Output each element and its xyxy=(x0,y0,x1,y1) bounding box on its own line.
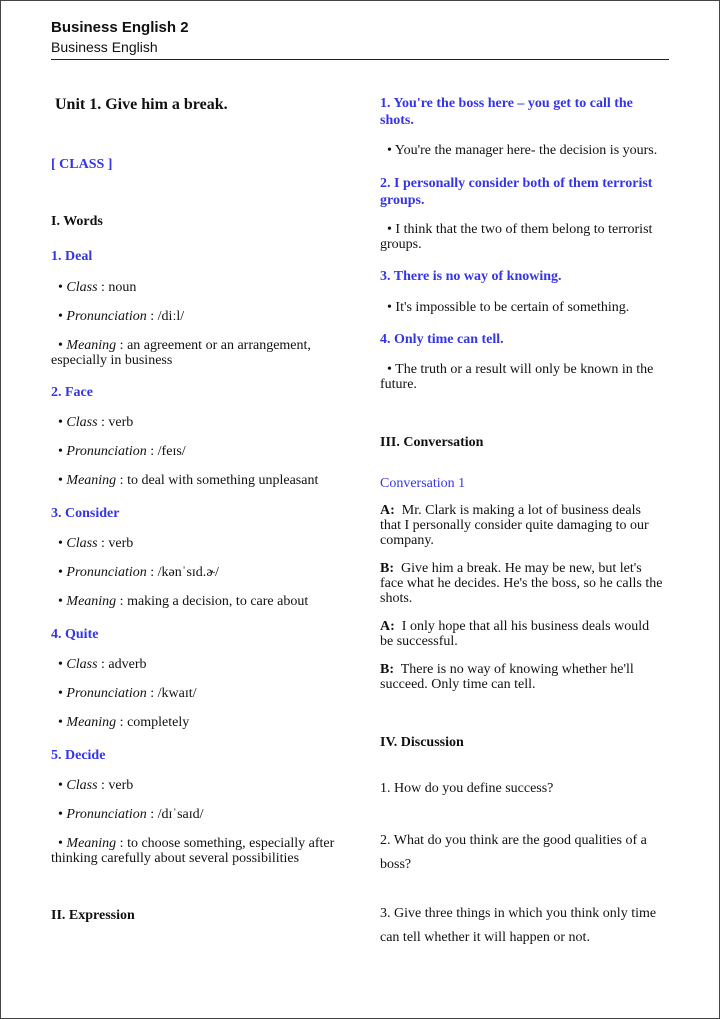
bullet: • xyxy=(58,715,63,730)
bullet: • xyxy=(58,836,63,851)
separator: : xyxy=(116,594,128,609)
expression-title: 1. You're the boss here – you get to call the shots. xyxy=(380,96,633,128)
conversation-line xyxy=(380,662,665,692)
conversation-line xyxy=(380,503,665,548)
unit-title: Unit 1. Give him a break. xyxy=(55,96,228,113)
expression-detail-text: You're the manager here- the decision is yours. xyxy=(394,143,658,158)
word-class: verb xyxy=(108,415,134,430)
word-pron-line xyxy=(58,444,186,459)
speaker-label: A: xyxy=(380,503,395,518)
separator: : xyxy=(97,778,109,793)
word-class: adverb xyxy=(108,657,147,672)
separator: : xyxy=(97,536,109,551)
class-label: Class xyxy=(66,415,98,430)
expression-title: 2. I personally consider both of them terrorist groups. xyxy=(380,176,653,208)
conversation-text: Mr. Clark is making a lot of business deals that I personally consider quite damaging to our company. xyxy=(380,503,649,548)
word-class-line xyxy=(58,536,133,551)
word-pron-line xyxy=(58,565,219,580)
expression-detail xyxy=(380,222,668,252)
word-title: 1. Deal xyxy=(51,249,93,264)
bullet: • xyxy=(58,280,63,295)
separator: : xyxy=(146,444,158,459)
conversation-text: There is no way of knowing whether he'll succeed. Only time can tell. xyxy=(380,662,634,692)
word-pron-line xyxy=(58,309,184,324)
meaning-label: Meaning xyxy=(66,338,117,353)
expression-title: 3. There is no way of knowing. xyxy=(380,269,562,284)
separator: : xyxy=(116,715,128,730)
words-heading: I. Words xyxy=(51,214,103,229)
bullet: • xyxy=(58,565,63,580)
bullet: • xyxy=(387,362,392,377)
bullet: • xyxy=(58,807,63,822)
word-pron: /kwaɪt/ xyxy=(157,686,197,701)
word-pron: /diːl/ xyxy=(157,309,185,324)
conversation-subheading: Conversation 1 xyxy=(380,476,466,491)
word-meaning: an agreement or an arrangement, especially in business xyxy=(51,338,311,368)
separator: : xyxy=(146,686,158,701)
separator: : xyxy=(116,338,128,353)
word-class-line xyxy=(58,778,133,793)
document-title: Business English 2 xyxy=(51,19,189,36)
meaning-label: Meaning xyxy=(66,473,117,488)
expression-detail-text: It's impossible to be certain of something. xyxy=(395,300,630,315)
speaker-label: A: xyxy=(380,619,395,634)
word-class: verb xyxy=(108,536,134,551)
word-meaning-line xyxy=(51,836,349,866)
separator: : xyxy=(97,415,109,430)
word-pron: /dɪˈsaɪd/ xyxy=(157,807,204,822)
discussion-question: 2. What do you think are the good qualities of a boss? xyxy=(380,833,647,872)
document-header xyxy=(51,18,669,60)
word-title: 2. Face xyxy=(51,385,93,400)
header-divider xyxy=(51,59,669,60)
bullet: • xyxy=(387,143,392,158)
word-meaning: to deal with something unpleasant xyxy=(127,473,319,488)
bullet: • xyxy=(58,778,63,793)
pron-label: Pronunciation xyxy=(66,686,147,701)
bullet: • xyxy=(58,536,63,551)
discussion-heading: IV. Discussion xyxy=(380,735,464,750)
expression-detail-text: I think that the two of them belong to terrorist groups. xyxy=(380,222,653,252)
word-title: 4. Quite xyxy=(51,627,99,642)
separator: : xyxy=(97,280,109,295)
expression-detail xyxy=(387,300,629,315)
bullet: • xyxy=(58,444,63,459)
class-label: Class xyxy=(66,657,98,672)
bullet: • xyxy=(58,415,63,430)
word-title: 5. Decide xyxy=(51,748,106,763)
conversation-text: I only hope that all his business deals would be successful. xyxy=(380,619,650,649)
discussion-question: 3. Give three things in which you think only time can tell whether it will happen or not. xyxy=(380,906,657,945)
word-meaning-line xyxy=(58,594,308,609)
word-meaning-line xyxy=(51,338,336,368)
meaning-label: Meaning xyxy=(66,594,117,609)
class-label: Class xyxy=(66,280,98,295)
word-title: 3. Consider xyxy=(51,506,120,521)
word-class-line xyxy=(58,415,133,430)
word-meaning-line xyxy=(58,473,318,488)
separator: : xyxy=(146,565,158,580)
conversation-line xyxy=(380,561,665,606)
word-class-line xyxy=(58,280,136,295)
separator: : xyxy=(146,309,158,324)
bullet: • xyxy=(58,309,63,324)
pron-label: Pronunciation xyxy=(66,807,147,822)
meaning-label: Meaning xyxy=(66,836,117,851)
pron-label: Pronunciation xyxy=(66,565,147,580)
pron-label: Pronunciation xyxy=(66,444,147,459)
word-pron-line xyxy=(58,807,204,822)
word-pron: /kənˈsɪd.ɚ/ xyxy=(157,565,219,580)
conversation-line xyxy=(380,619,665,649)
word-meaning-line xyxy=(58,715,189,730)
discussion-question: 1. How do you define success? xyxy=(380,781,554,796)
separator: : xyxy=(116,473,128,488)
bullet: • xyxy=(58,473,63,488)
class-tag: [ CLASS ] xyxy=(51,157,113,172)
bullet: • xyxy=(58,594,63,609)
class-label: Class xyxy=(66,536,98,551)
expression-detail-text: The truth or a result will only be known in the future. xyxy=(380,362,654,392)
bullet: • xyxy=(387,300,392,315)
word-meaning: making a decision, to care about xyxy=(127,594,309,609)
bullet: • xyxy=(58,686,63,701)
pron-label: Pronunciation xyxy=(66,309,147,324)
separator: : xyxy=(146,807,158,822)
expression-heading: II. Expression xyxy=(51,908,135,923)
word-class: noun xyxy=(108,280,137,295)
word-pron: /feɪs/ xyxy=(157,444,186,459)
word-class-line xyxy=(58,657,147,672)
word-pron-line xyxy=(58,686,197,701)
expression-title: 4. Only time can tell. xyxy=(380,332,504,347)
document-subtitle: Business English xyxy=(51,39,158,55)
word-meaning: to choose something, especially after thinking carefully about several possibilities xyxy=(51,836,335,866)
speaker-label: B: xyxy=(380,561,394,576)
expression-detail xyxy=(380,362,668,392)
separator: : xyxy=(116,836,128,851)
separator: : xyxy=(97,657,109,672)
conversation-heading: III. Conversation xyxy=(380,435,484,450)
bullet: • xyxy=(387,222,392,237)
bullet: • xyxy=(58,338,63,353)
conversation-text: Give him a break. He may be new, but let's face what he decides. He's the boss, so he calls the shots. xyxy=(380,561,663,606)
word-class: verb xyxy=(108,778,134,793)
speaker-label: B: xyxy=(380,662,394,677)
bullet: • xyxy=(58,657,63,672)
meaning-label: Meaning xyxy=(66,715,117,730)
class-label: Class xyxy=(66,778,98,793)
word-meaning: completely xyxy=(127,715,190,730)
expression-detail xyxy=(387,143,657,158)
